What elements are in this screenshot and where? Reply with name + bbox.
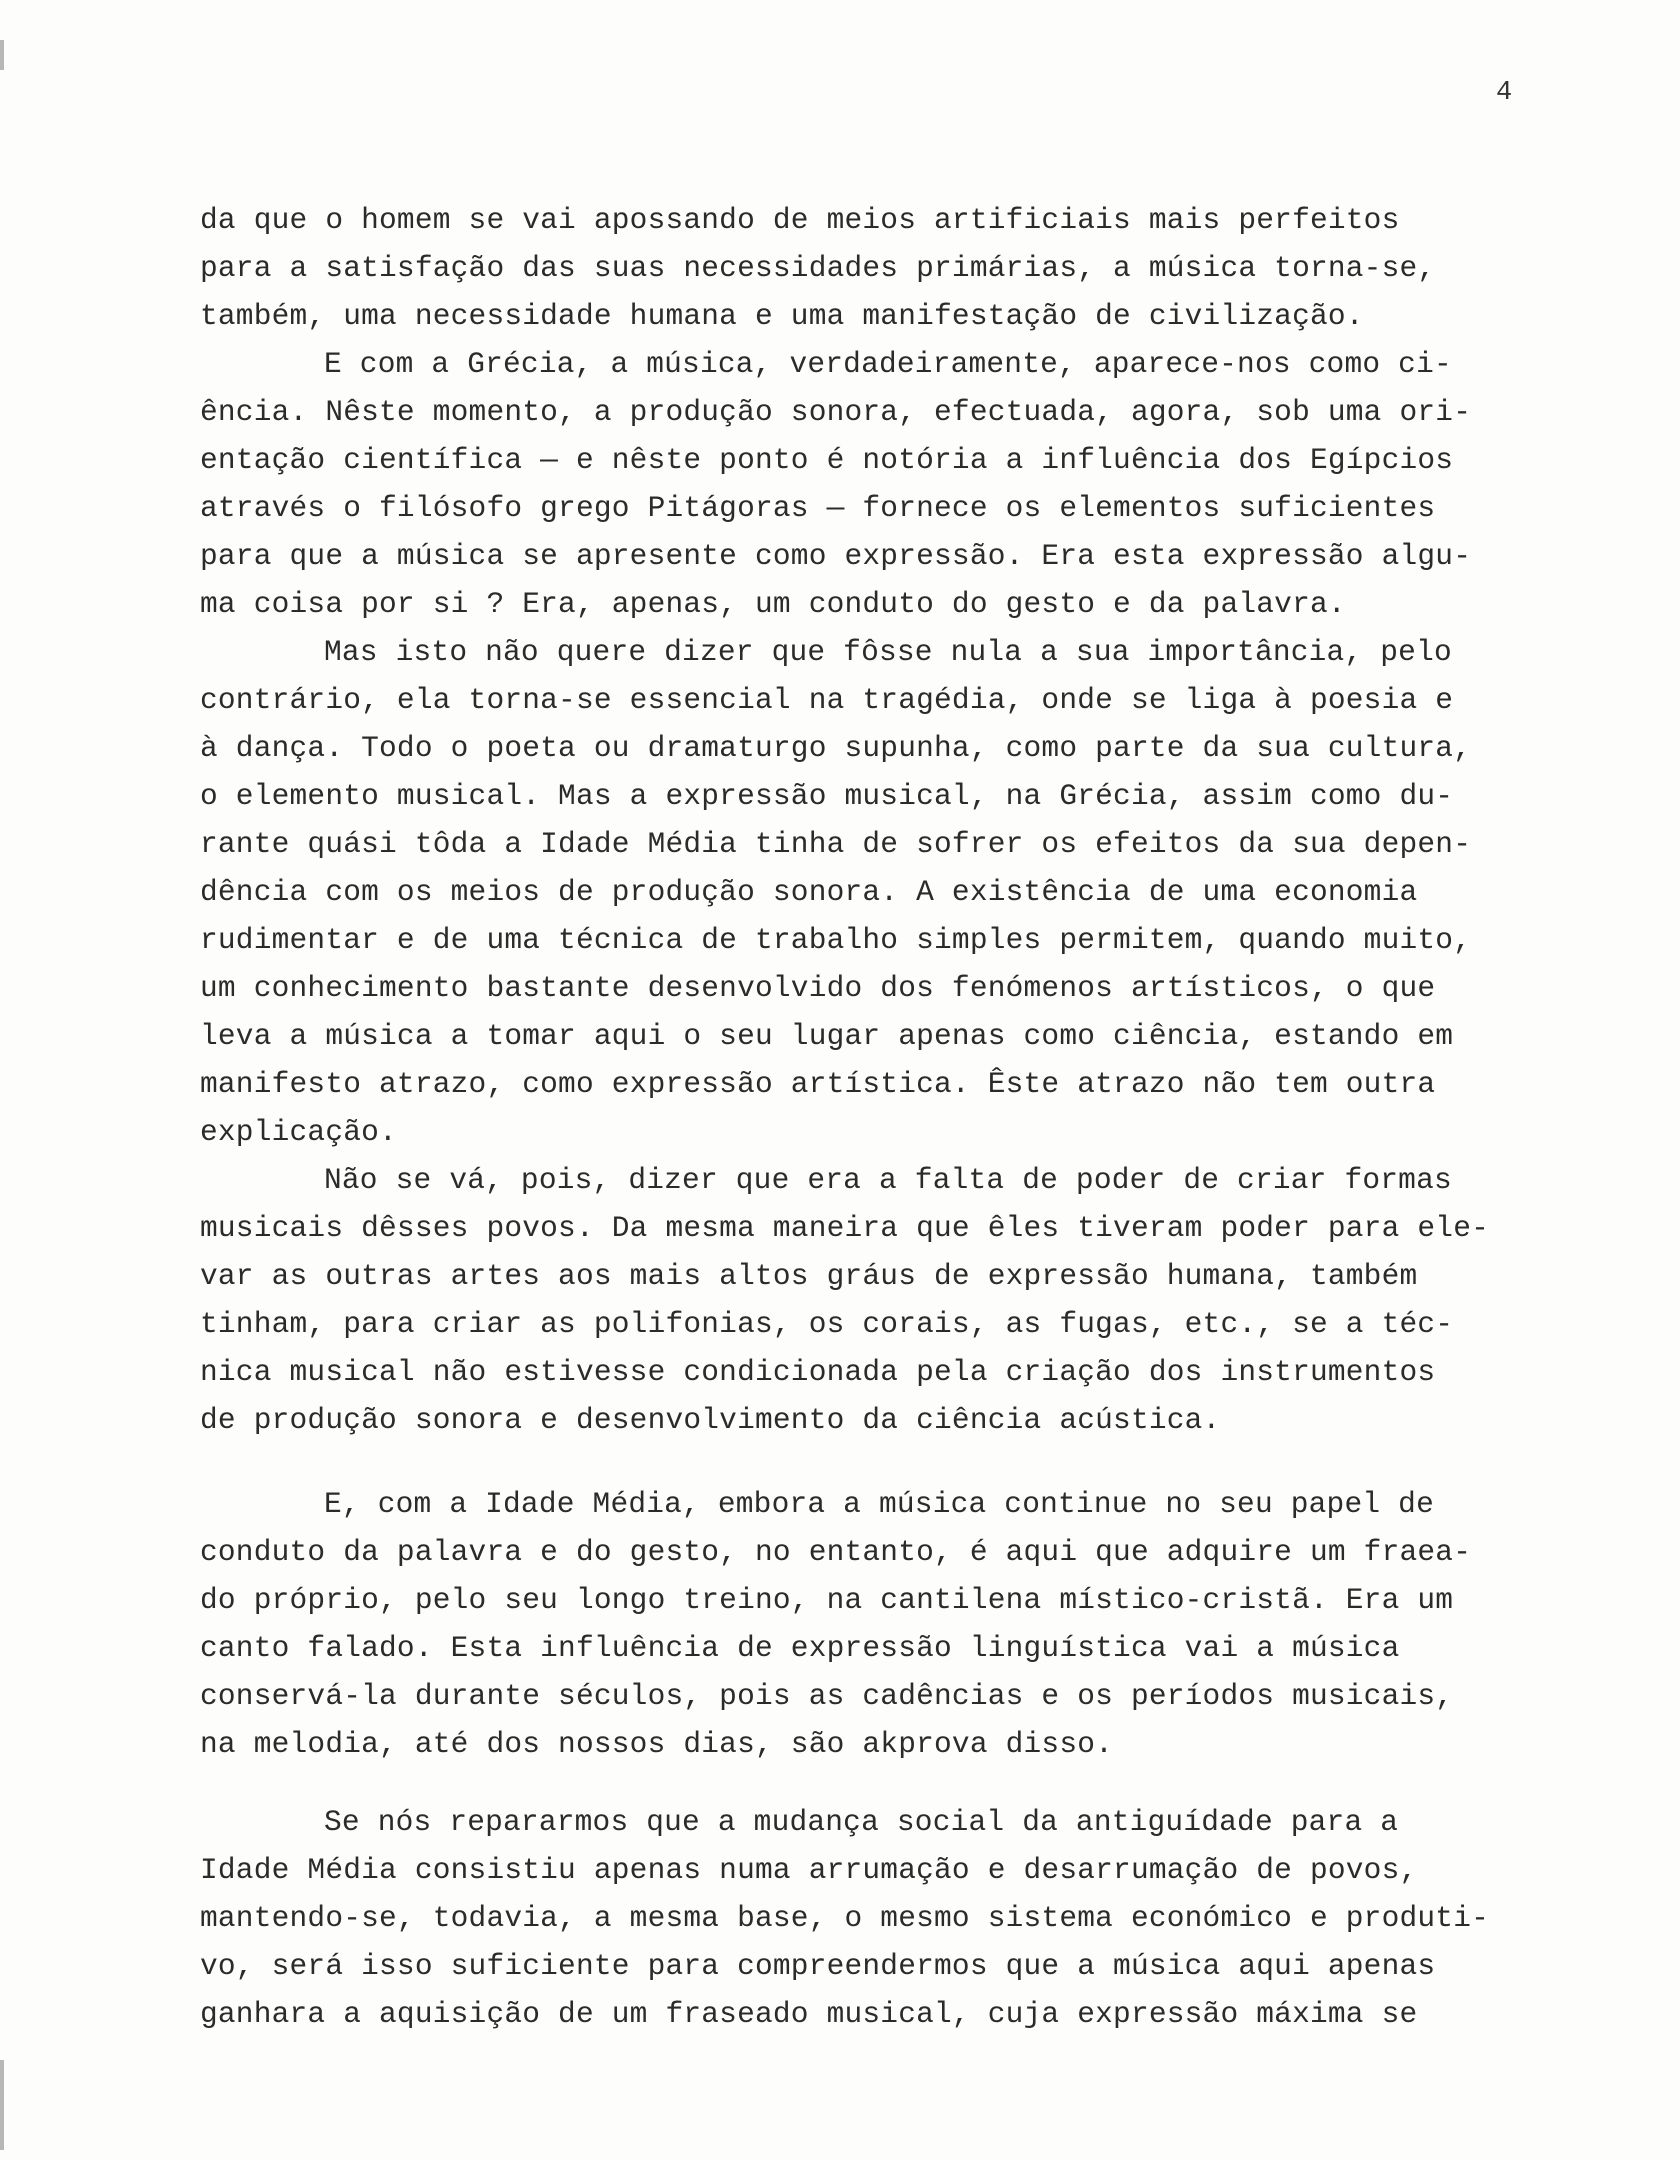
text-line: musicais dêsses povos. Da mesma maneira que êles tiveram poder para ele- <box>200 1211 1490 1245</box>
text-line: leva a música a tomar aqui o seu lugar apenas como ciência, estando em <box>200 1019 1454 1053</box>
text-line: Mas isto não quere dizer que fôsse nula a sua importância, pelo <box>324 635 1452 669</box>
text-line: canto falado. Esta influência de expressão linguística vai a música <box>200 1631 1400 1665</box>
text-line: mantendo-se, todavia, a mesma base, o mesmo sistema económico e produti- <box>200 1901 1490 1935</box>
text-line: Idade Média consistiu apenas numa arrumação e desarrumação de povos, <box>200 1853 1418 1887</box>
text-line: para que a música se apresente como expressão. Era esta expressão algu- <box>200 539 1472 573</box>
scan-edge-mark <box>0 40 4 70</box>
text-line: ma coisa por si ? Era, apenas, um conduto do gesto e da palavra. <box>200 587 1346 621</box>
text-line: var as outras artes aos mais altos gráus de expressão humana, também <box>200 1259 1418 1293</box>
page-number: 4 <box>1496 78 1513 108</box>
text-line: rudimentar e de uma técnica de trabalho simples permitem, quando muito, <box>200 923 1472 957</box>
text-line: um conhecimento bastante desenvolvido dos fenómenos artísticos, o que <box>200 971 1436 1005</box>
paragraph <box>200 196 1600 340</box>
text-line: ência. Nêste momento, a produção sonora, efectuada, agora, sob uma ori- <box>200 395 1472 429</box>
text-line: Não se vá, pois, dizer que era a falta de poder de criar formas <box>324 1163 1452 1197</box>
text-line: na melodia, até dos nossos dias, são akprova disso. <box>200 1727 1114 1761</box>
paragraph <box>200 1798 1600 2038</box>
paragraph-gap <box>200 1444 1600 1480</box>
text-line: o elemento musical. Mas a expressão musical, na Grécia, assim como du- <box>200 779 1454 813</box>
text-line: vo, será isso suficiente para compreendermos que a música aqui apenas <box>200 1949 1436 1983</box>
text-line: da que o homem se vai apossando de meios artificiais mais perfeitos <box>200 203 1400 237</box>
text-line: também, uma necessidade humana e uma manifestação de civilização. <box>200 299 1364 333</box>
text-line: à dança. Todo o poeta ou dramaturgo supunha, como parte da sua cultura, <box>200 731 1472 765</box>
text-line: ganhara a aquisição de um fraseado musical, cuja expressão máxima se <box>200 1997 1418 2031</box>
text-line: tinham, para criar as polifonias, os corais, as fugas, etc., se a téc- <box>200 1307 1454 1341</box>
text-line: E, com a Idade Média, embora a música continue no seu papel de <box>324 1487 1434 1521</box>
text-line: conservá-la durante séculos, pois as cadências e os períodos musicais, <box>200 1679 1454 1713</box>
body-text <box>200 196 1600 2038</box>
text-line: do próprio, pelo seu longo treino, na cantilena místico-cristã. Era um <box>200 1583 1454 1617</box>
text-line: manifesto atrazo, como expressão artística. Êste atrazo não tem outra <box>200 1067 1436 1101</box>
paragraph <box>200 340 1600 628</box>
scan-edge-mark <box>0 2060 4 2150</box>
text-line: para a satisfação das suas necessidades primárias, a música torna-se, <box>200 251 1436 285</box>
paragraph <box>200 1156 1600 1444</box>
paragraph-gap <box>200 1768 1600 1798</box>
text-line: rante quási tôda a Idade Média tinha de sofrer os efeitos da sua depen- <box>200 827 1472 861</box>
paragraph <box>200 628 1600 1156</box>
text-line: E com a Grécia, a música, verdadeiramente, aparece-nos como ci- <box>324 347 1452 381</box>
text-line: nica musical não estivesse condicionada pela criação dos instrumentos <box>200 1355 1436 1389</box>
text-line: explicação. <box>200 1115 397 1149</box>
paragraph <box>200 1480 1600 1768</box>
text-line: conduto da palavra e do gesto, no entanto, é aqui que adquire um fraea- <box>200 1535 1472 1569</box>
text-line: contrário, ela torna-se essencial na tragédia, onde se liga à poesia e <box>200 683 1454 717</box>
text-line: através o filósofo grego Pitágoras — fornece os elementos suficientes <box>200 491 1436 525</box>
text-line: entação científica — e nêste ponto é notória a influência dos Egípcios <box>200 443 1454 477</box>
text-line: Se nós repararmos que a mudança social da antiguídade para a <box>324 1805 1399 1839</box>
text-line: de produção sonora e desenvolvimento da ciência acústica. <box>200 1403 1221 1437</box>
text-line: dência com os meios de produção sonora. A existência de uma economia <box>200 875 1418 909</box>
